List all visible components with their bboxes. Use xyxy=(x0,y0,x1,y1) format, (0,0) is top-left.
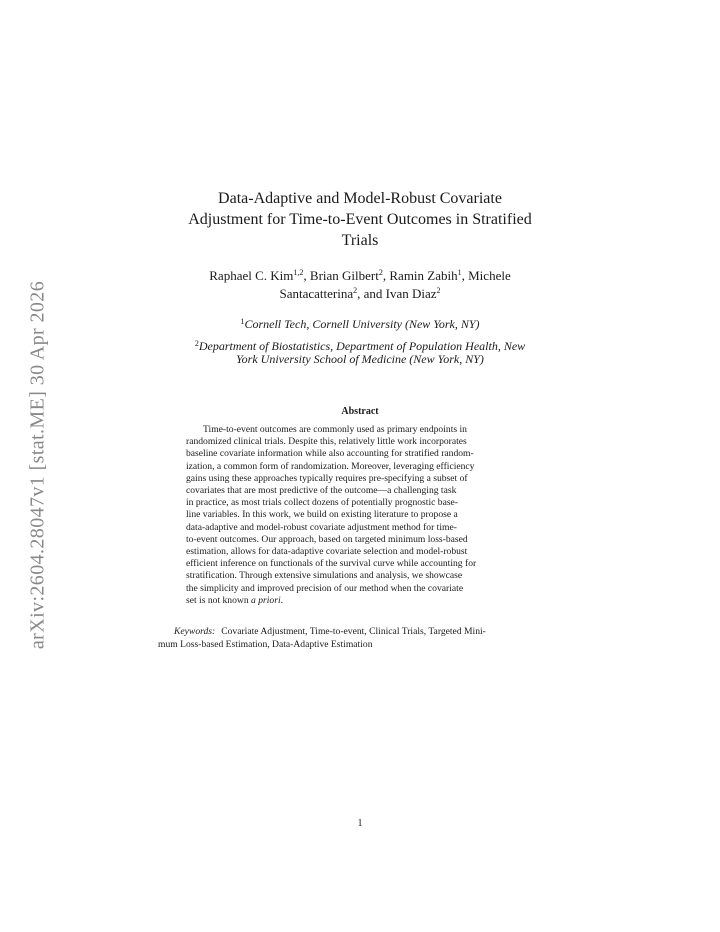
author-affiliation-marker: 2 xyxy=(378,268,383,277)
title-line: Trials xyxy=(341,232,379,249)
affiliation-marker: 2 xyxy=(194,339,199,348)
author-affiliation-marker: 1 xyxy=(457,268,462,277)
page-number: 1 xyxy=(357,818,363,829)
author-list xyxy=(150,267,570,303)
abstract-line: stratification. Through extensive simulations and analysis, we showcase xyxy=(186,570,463,582)
abstract-line: randomized clinical trials. Despite this, relatively little work incorporates xyxy=(186,436,467,448)
abstract-line: data-adaptive and model-robust covariate adjustment method for time- xyxy=(186,521,457,533)
keywords-line xyxy=(158,626,568,639)
affiliation-1 xyxy=(150,318,570,331)
author-separator: , xyxy=(303,268,310,283)
author-name: Ramin Zabih xyxy=(389,268,458,283)
author-affiliation-marker: 2 xyxy=(353,286,358,295)
abstract-body xyxy=(186,424,534,607)
abstract-text: . xyxy=(280,594,284,606)
author-affiliation-marker: 2 xyxy=(436,286,441,295)
keywords-text: Covariate Adjustment, Time-to-event, Clinical Trials, Targeted Mini- xyxy=(221,626,486,637)
author-affiliation-marker: 1,2 xyxy=(293,268,304,277)
title-line: Data-Adaptive and Model-Robust Covariate xyxy=(218,190,502,207)
affiliation-2 xyxy=(150,340,570,366)
author-name: Santacatterina xyxy=(279,286,354,301)
abstract-line: line variables. In this work, we build on existing literature to propose a xyxy=(186,509,458,521)
title-line: Adjustment for Time-to-Event Outcomes in Stratified xyxy=(188,211,532,228)
keywords-line: mum Loss-based Estimation, Data-Adaptive Estimation xyxy=(158,638,373,650)
abstract-heading: Abstract xyxy=(341,406,379,417)
author-name: Brian Gilbert xyxy=(309,268,379,283)
abstract-line: baseline covariate information while also accounting for stratified random- xyxy=(186,448,474,460)
abstract-line: gains using these approaches typically requires pre-specifying a subset of xyxy=(186,472,468,484)
author-name: Ivan Diaz xyxy=(385,286,437,301)
author-name: Michele xyxy=(468,268,511,283)
abstract-line: efficient inference on functionals of the survival curve while accounting for xyxy=(186,558,477,570)
abstract-line xyxy=(186,595,534,607)
abstract-line: estimation, allows for data-adaptive covariate selection and model-robust xyxy=(186,546,468,558)
abstract-italic-term: a priori xyxy=(251,594,281,606)
abstract-text: set is not known xyxy=(186,594,252,606)
keywords-label: Keywords: xyxy=(174,626,216,637)
abstract-line: ization, a common form of randomization. Moreover, leveraging efficiency xyxy=(186,460,475,472)
abstract-line: Time-to-event outcomes are commonly used as primary endpoints in xyxy=(203,424,467,435)
author-line xyxy=(150,285,570,303)
author-separator: , xyxy=(461,268,469,283)
abstract-line: covariates that are most predictive of the outcome—a challenging task xyxy=(186,485,457,497)
author-line xyxy=(150,267,570,285)
affiliation-text: Department of Biostatistics, Department of Population Health, New xyxy=(198,339,526,353)
paper-title xyxy=(150,188,570,251)
keywords-section xyxy=(158,626,568,651)
author-name: Raphael C. Kim xyxy=(209,268,294,283)
abstract-line: to-event outcomes. Our approach, based on targeted minimum loss-based xyxy=(186,533,468,545)
abstract-line: in practice, as most trials collect dozens of potentially prognostic base- xyxy=(186,497,459,509)
affiliation-text: Cornell Tech, Cornell University (New York, NY) xyxy=(244,317,480,331)
author-separator: , and xyxy=(357,286,386,301)
abstract-line: the simplicity and improved precision of our method when the covariate xyxy=(186,582,464,594)
affiliation-text: York University School of Medicine (New York, NY) xyxy=(236,352,484,366)
arxiv-identifier-stamp: arXiv:2604.28047v1 [stat.ME] 30 Apr 2026 xyxy=(26,280,49,650)
author-separator: , xyxy=(382,268,390,283)
affiliation-marker: 1 xyxy=(240,317,245,326)
